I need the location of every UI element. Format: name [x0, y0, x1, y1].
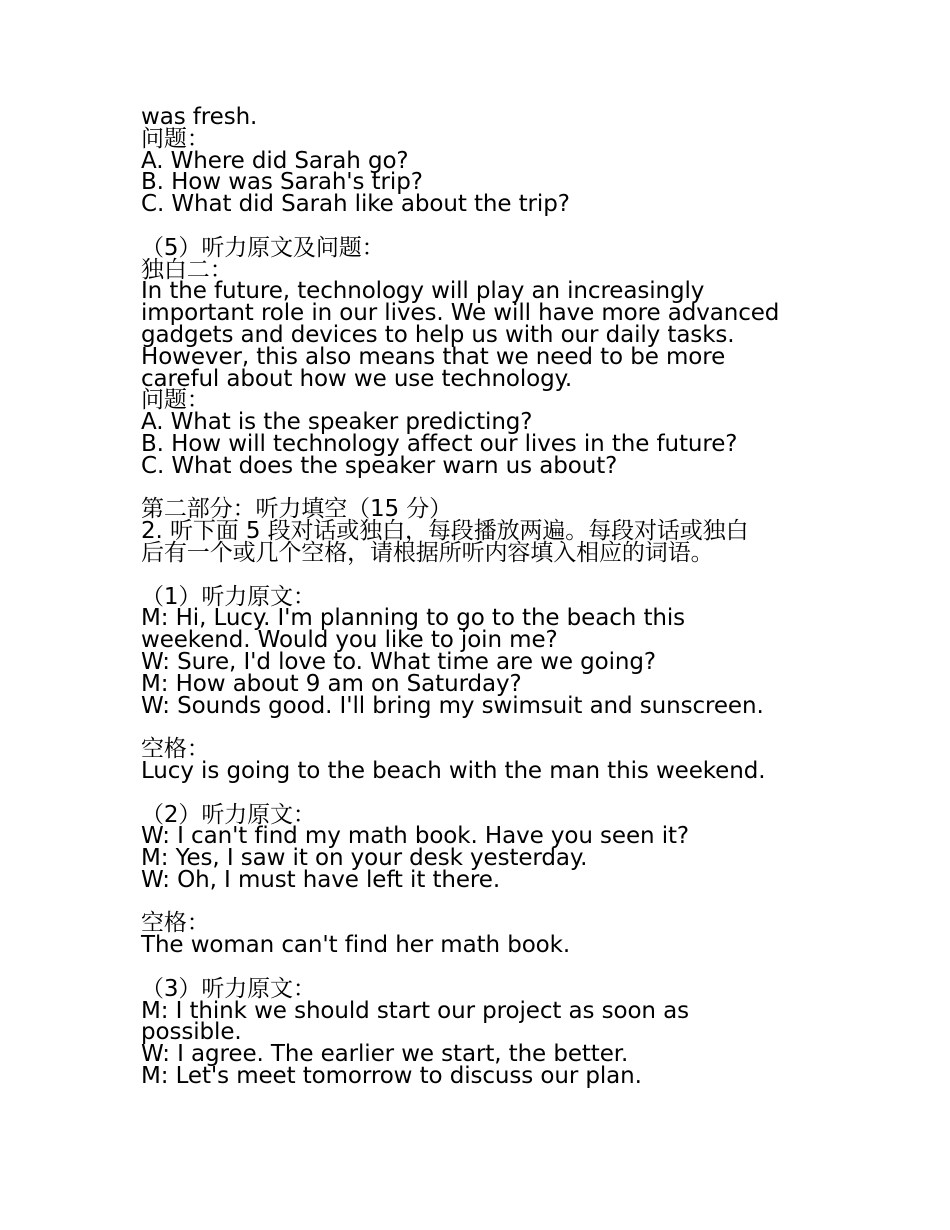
paragraph-gap	[141, 892, 831, 914]
subheading: 独白二：	[141, 256, 233, 283]
text-line: In the future, technology will play an increasingly	[141, 278, 705, 305]
blank-heading: 空格：	[141, 910, 210, 937]
document-page	[141, 104, 831, 1090]
dialogue-line: W: Sounds good. I'll bring my swimsuit and sunscreen.	[141, 692, 764, 719]
text-line: However, this also means that we need to be more	[141, 343, 726, 370]
text-line: Lucy is going to the beach with the man this weekend.	[141, 757, 766, 784]
part-heading: 第二部分：听力填空（15 分）	[141, 496, 453, 523]
dialogue-line: W: Sure, I'd love to. What time are we going?	[141, 648, 656, 675]
dialogue-line: M: I think we should start our project as soon as	[141, 997, 689, 1024]
question-option: B. How was Sarah's trip?	[141, 169, 423, 196]
dialogue-line: weekend. Would you like to join me?	[141, 627, 558, 654]
dialogue-line: M: Yes, I saw it on your desk yesterday.	[141, 845, 588, 872]
instruction-line: 后有一个或几个空格，请根据所听内容填入相应的词语。	[141, 539, 714, 566]
question-option: A. Where did Sarah go?	[141, 147, 409, 174]
instruction-line: 2. 听下面 5 段对话或独白，每段播放两遍。每段对话或独白	[141, 518, 749, 545]
dialogue-line: W: I agree. The earlier we start, the better.	[141, 1041, 629, 1068]
dialogue-line: M: How about 9 am on Saturday?	[141, 670, 522, 697]
text-line: important role in our lives. We will have more advanced	[141, 300, 780, 327]
section-heading: （5）听力原文及问题：	[141, 234, 385, 261]
dialogue-line: M: Let's meet tomorrow to discuss our plan.	[141, 1063, 642, 1090]
question-option: B. How will technology affect our lives in the future?	[141, 430, 738, 457]
question-heading: 问题：	[141, 125, 210, 152]
blank-heading: 空格：	[141, 736, 210, 763]
text-line: The woman can't find her math book.	[141, 932, 571, 959]
section-heading: （1）听力原文：	[141, 583, 316, 610]
text-line: careful about how we use technology.	[141, 365, 573, 392]
dialogue-line: W: Oh, I must have left it there.	[141, 866, 501, 893]
dialogue-line: possible.	[141, 1019, 242, 1046]
dialogue-line: M: Hi, Lucy. I'm planning to go to the beach this	[141, 605, 686, 632]
question-option: A. What is the speaker predicting?	[141, 409, 533, 436]
question-option: C. What does the speaker warn us about?	[141, 452, 618, 479]
text-line: gadgets and devices to help us with our daily tasks.	[141, 321, 735, 348]
section-heading: （3）听力原文：	[141, 975, 316, 1002]
question-option: C. What did Sarah like about the trip?	[141, 191, 570, 218]
text-line: was fresh.	[141, 104, 258, 130]
section-heading: （2）听力原文：	[141, 801, 316, 828]
paragraph-gap	[141, 717, 831, 739]
question-heading: 问题：	[141, 387, 210, 414]
dialogue-line: W: I can't find my math book. Have you seen it?	[141, 823, 690, 850]
